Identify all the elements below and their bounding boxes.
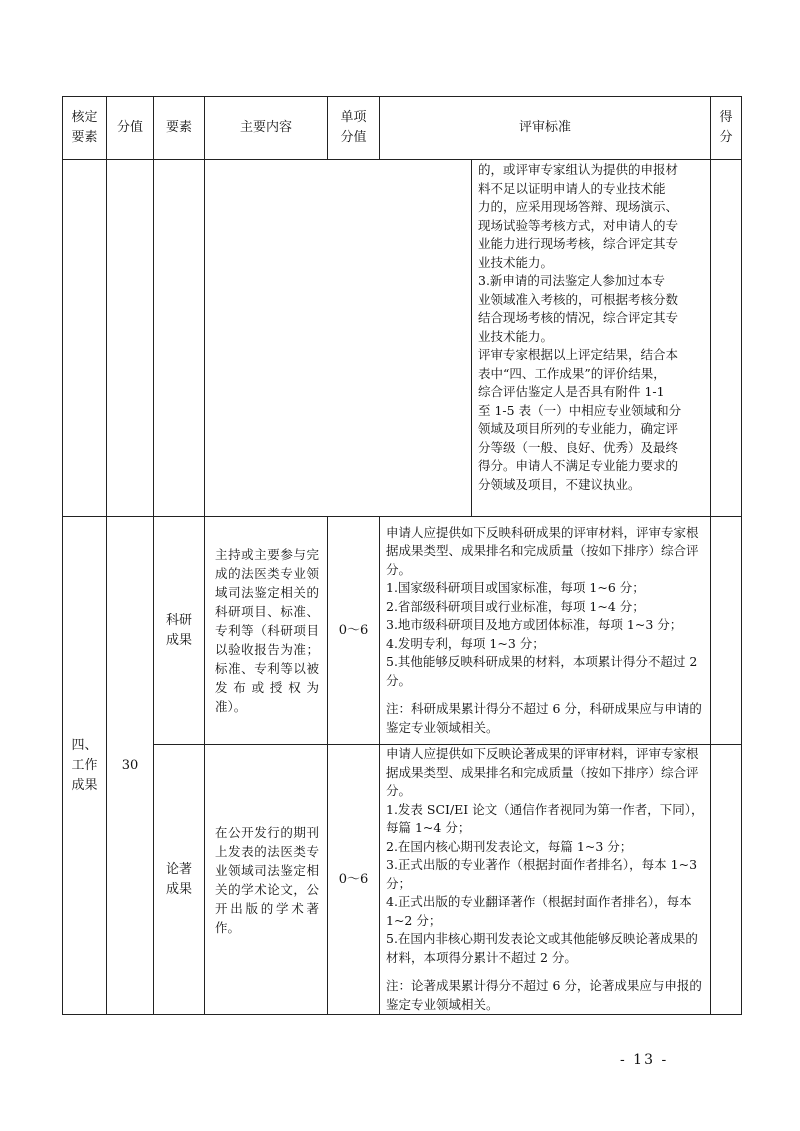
section-score: 30 [107,517,154,1015]
research-criteria [380,517,711,745]
research-note: 注：科研成果累计得分不超过 6 分，科研成果应与申请的鉴定专业领域相关。 [386,701,702,735]
header-main-content: 主要内容 [205,97,328,160]
header-result: 得分 [711,97,742,160]
publication-criteria-line: 1.发表 SCI/EI 论文（通信作者视同为第一作者，下同），每篇 1~4 分； [386,801,704,835]
continued-criteria-line: 业技术能力。 [478,328,554,344]
publication-criteria-line: 2.在国内核心期刊发表论文，每篇 1~3 分； [386,838,633,854]
continued-criteria-line: 业技术能力。 [478,254,554,270]
header-core-element: 核定要素 [63,97,107,160]
evaluation-table-page [62,96,741,1012]
publication-criteria-line: 5.在国内非核心期刊发表论文或其他能够反映论著成果的材料，本项得分累计不超过 2 分。 [386,931,698,965]
research-result-cell [711,517,742,745]
publication-result-cell [711,745,742,1015]
publication-row [63,745,742,1015]
publication-item-score: 0～6 [328,745,380,1015]
publication-note: 注：论著成果累计得分不超过 6 分，论著成果应与申报的鉴定专业领域相关。 [386,978,702,1012]
continued-criteria-line: 领域及项目所列的专业能力，确定评 [478,421,679,436]
publication-criteria-line: 3.正式出版的专业著作（根据封面作者排名），每本 1~3 分； [386,857,698,891]
continued-core-cell [63,160,107,517]
continued-criteria-text [472,160,710,516]
continued-criteria-line: 业领域准入考核的，可根据考核分数 [478,291,679,307]
header-criteria: 评审标准 [380,97,711,160]
header-score: 分值 [107,97,154,160]
research-criteria-line: 2.省部级科研项目或行业标准，每项 1~4 分； [386,598,645,614]
research-content: 主持或主要参与完成的法医类专业领域司法鉴定相关的科研项目、标准、专利等（科研项目以验收报告为准；标准、专利等以被发布或授权为准）。 [205,517,328,745]
header-element: 要素 [154,97,205,160]
research-criteria-line: 申请人应提供如下反映科研成果的评审材料，评审专家根据成果类型、成果排名和完成质量（按如下排序）综合评分。 [386,524,699,577]
continued-criteria-line: 结合现场考核的情况，综合评定其专 [478,310,679,325]
publication-criteria-line: 4.正式出版的专业翻译著作（根据封面作者排名），每本 1~2 分； [386,894,692,928]
publication-element: 论著成果 [154,745,205,1015]
continued-criteria-line: 现场试验等考核方式，对申请人的专 [478,217,679,233]
header-row [63,97,742,160]
continued-criteria-line: 的，或评审专家组认为提供的申报材 [478,162,679,177]
continued-criteria-line: 得分。申请人不满足专业能力要求的 [478,458,679,473]
research-criteria-line: 3.地市级科研项目及地方或团体标准，每项 1~3 分； [386,617,683,633]
continued-criteria-line: 表中“四、工作成果”的评价结果， [478,365,666,381]
continued-criteria-line: 分等级（一般、良好、优秀）及最终 [478,439,679,455]
continued-criteria-line: 料不足以证明申请人的专业技术能 [478,180,666,196]
continued-criteria-line: 综合评估鉴定人是否具有附件 1-1 [478,384,665,399]
continued-criteria-line: 业能力进行现场考核，综合评定其专 [478,236,679,251]
research-criteria-line: 5.其他能够反映科研成果的材料，本项累计得分不超过 2 分。 [386,654,698,688]
research-criteria-line: 1.国家级科研项目或国家标准，每项 1~6 分； [386,580,645,596]
continued-criteria-line: 分领域及项目，不建议执业。 [478,476,641,492]
continued-criteria-line: 3.新申请的司法鉴定人参加过本专 [478,273,665,288]
continued-criteria-cell [205,160,711,517]
research-row [63,517,742,745]
section-name: 四、工作成果 [63,517,107,1015]
publication-content: 在公开发行的期刊上发表的法医类专业领域司法鉴定相关的学术论文，公开出版的学术著作。 [205,745,328,1015]
research-element: 科研成果 [154,517,205,745]
header-item-score: 单项分值 [328,97,380,160]
publication-criteria-line: 申请人应提供如下反映论著成果的评审材料，评审专家根据成果类型、成果排名和完成质量（按如下排序）综合评分。 [386,746,699,798]
continued-criteria-line: 评审专家根据以上评定结果，结合本 [478,347,679,362]
continued-result-cell [711,160,742,517]
continued-criteria-line: 力的，应采用现场答辩、现场演示、 [478,199,679,214]
research-criteria-line: 4.发明专利，每项 1~3 分； [386,635,545,651]
continued-element-cell [154,160,205,517]
evaluation-table [62,96,742,1015]
page-number: - 13 - [620,1052,669,1068]
research-item-score: 0～6 [328,517,380,745]
continued-criteria-line: 至 1-5 表（一）中相应专业领域和分 [478,402,682,418]
publication-criteria [380,745,711,1015]
continued-score-cell [107,160,154,517]
continued-row [63,160,742,517]
